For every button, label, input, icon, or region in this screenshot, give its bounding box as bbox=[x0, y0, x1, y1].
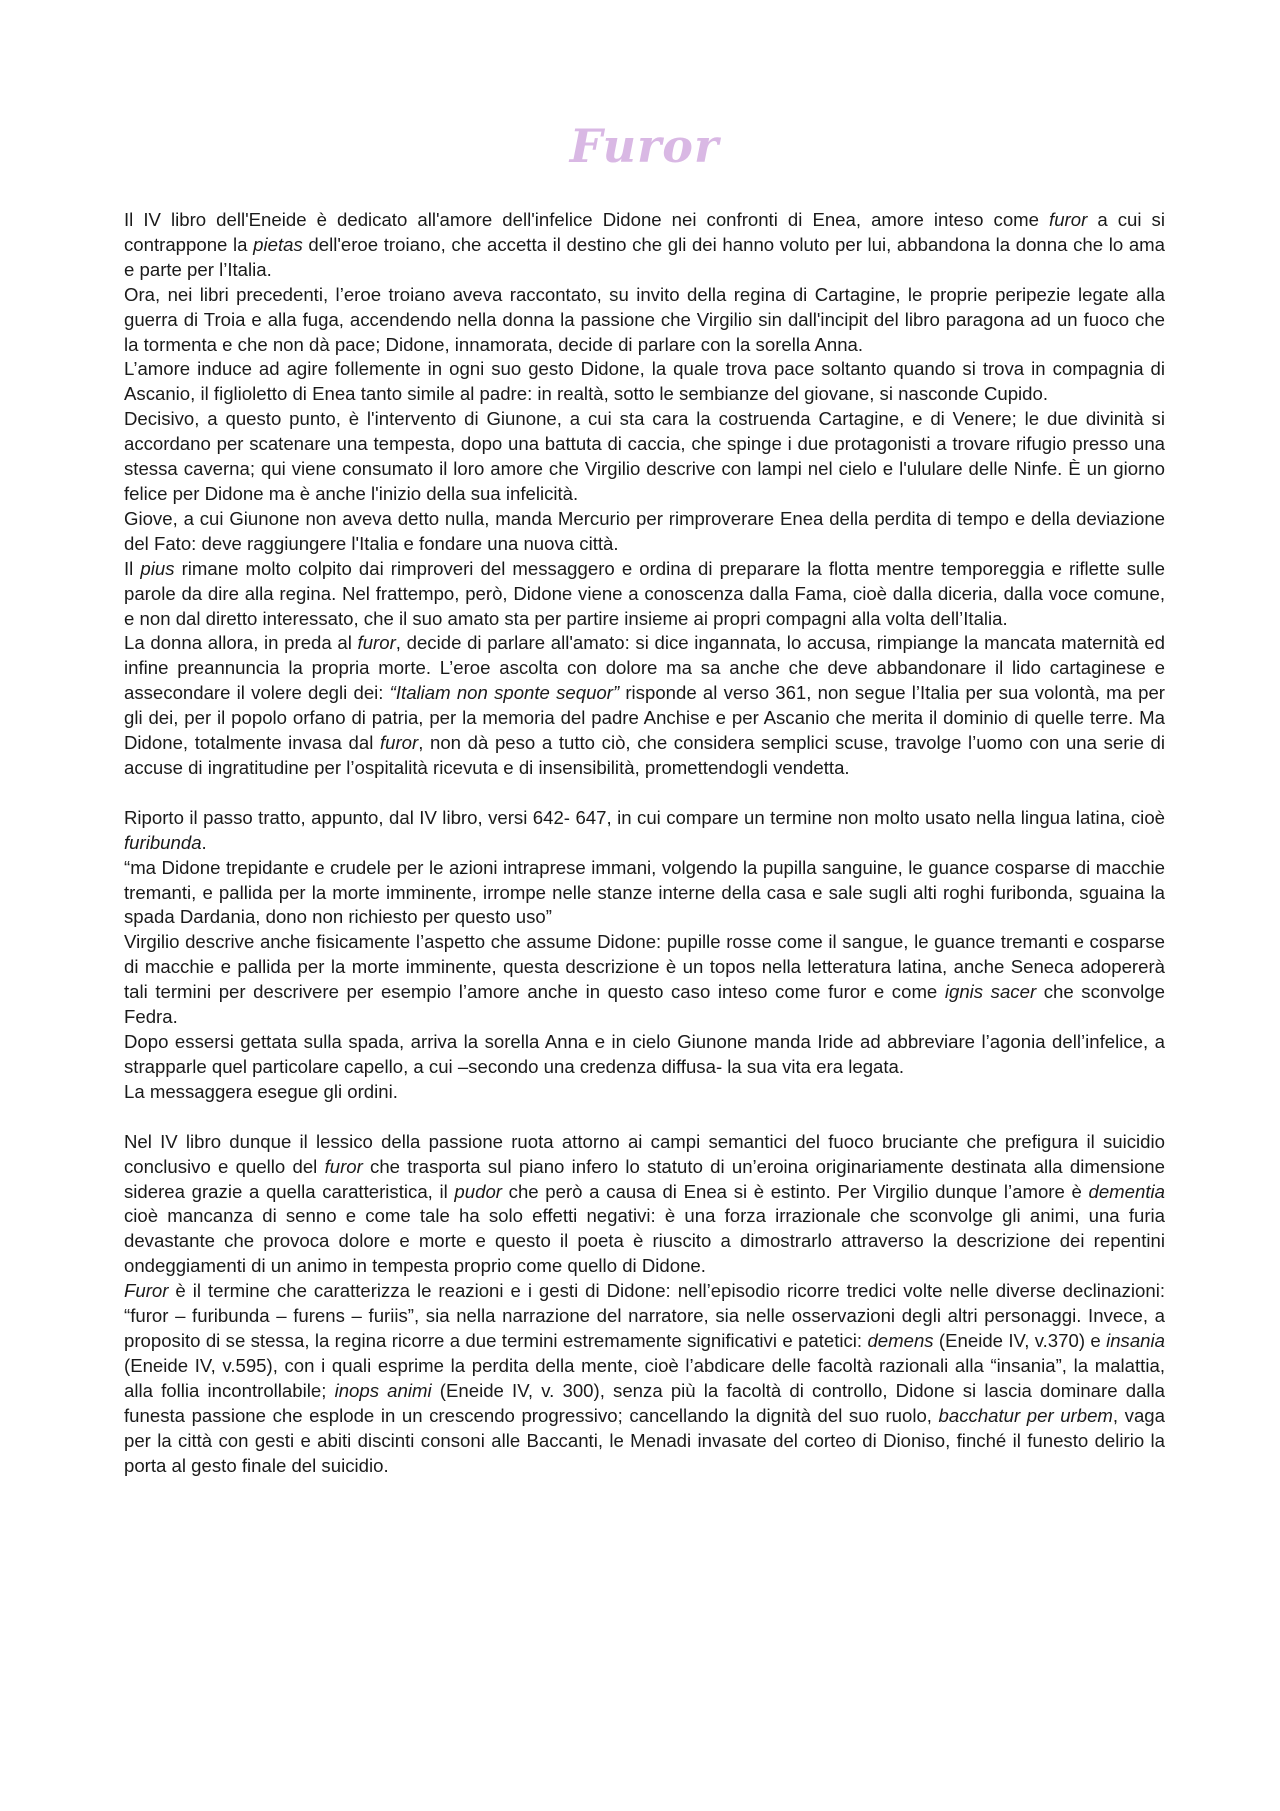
italic-term: demens bbox=[867, 1329, 934, 1351]
document-body bbox=[124, 208, 1165, 1478]
text-run: (Eneide IV, v. 300), senza più la facoltà di controllo, Didone si lascia dominare dalla funesta passione che esplode in un crescendo progressivo; cancellando la dignità del suo ruolo, bbox=[124, 1379, 1166, 1426]
text-run: a cui si contrappone la bbox=[124, 209, 1165, 255]
text-run: “ma Didone trepidante e crudele per le azioni intraprese immani, volgendo la pupilla sanguine, le guance cosparse di macchie tremanti, e pallida per la morte imminente, irrompe nelle stanze interne della casa e sale sugli alti roghi furibonda, sguaina la spada Dardania, dono non richiesto per questo uso” bbox=[124, 856, 1165, 928]
paragraph bbox=[124, 407, 1165, 507]
paragraph bbox=[124, 631, 1165, 780]
paragraph bbox=[124, 283, 1165, 358]
paragraph bbox=[124, 856, 1165, 931]
italic-term: pudor bbox=[454, 1180, 502, 1202]
text-run: che trasporta sul piano infero lo statuto di un’eroina originariamente destinata alla dimensione siderea grazie a quella caratteristica, il bbox=[124, 1155, 1165, 1202]
text-run: La messaggera esegue gli ordini. bbox=[124, 1080, 398, 1102]
text-run: , vaga per la città con gesti e abiti discinti consoni alle Baccanti, le Menadi invasate del corteo di Dioniso, finché il funesto delirio la porta al gesto finale del suicidio. bbox=[124, 1404, 1165, 1476]
page-title: Furor bbox=[569, 119, 720, 173]
text-run: La donna allora, in preda al bbox=[124, 632, 358, 654]
italic-term: pius bbox=[140, 557, 175, 579]
text-run: rimane molto colpito dai rimproveri del messaggero e ordina di preparare la flotta mentre temporeggia e riflette sulle parole da dire alla regina. Nel frattempo, però, Didone viene a conoscenza dalla Fama, cioè dalla diceria, dalla voce comune, e non dal diretto interessato, che il suo amato sta per partire insieme ai propri compagni alla volta dell’Italia. bbox=[124, 557, 1166, 629]
text-run: L’amore induce ad agire follemente in ogni suo gesto Didone, la quale trova pace soltanto quando si trova in compagnia di Ascanio, il figlioletto di Enea tanto simile al padre: in realtà, sotto le sembianze del giovane, si nasconde Cupido. bbox=[124, 358, 1165, 405]
italic-term: insania bbox=[1106, 1329, 1165, 1351]
text-run: Riporto il passo tratto, appunto, dal IV libro, versi 642- 647, in cui compare un termine non molto usato nella lingua latina, cioè bbox=[124, 806, 1165, 828]
text-run: Dopo essersi gettata sulla spada, arriva la sorella Anna e in cielo Giunone manda Iride ad abbreviare l’agonia dell’infelice, a strapparle quel particolare capello, a cui –secondo una credenza diffusa- la sua vita era legata. bbox=[124, 1031, 1165, 1077]
italic-term: furor bbox=[1049, 209, 1088, 230]
italic-term: ignis sacer bbox=[944, 981, 1037, 1003]
paragraph bbox=[124, 557, 1165, 632]
italic-term: furor bbox=[379, 732, 419, 754]
text-run: Decisivo, a questo punto, è l'intervento di Giunone, a cui sta cara la costruenda Cartagine, e di Venere; le due divinità si accordano per scatenare una tempesta, dopo una battuta di caccia, che spinge i due protagonisti a trovare rifugio presso una stessa caverna; qui viene consumato il loro amore che Virgilio descrive con lampi nel cielo e l'ululare delle Ninfe. È un giorno felice per Didone ma è anche l'inizio della sua infelicità. bbox=[124, 408, 1165, 504]
paragraph bbox=[124, 507, 1165, 557]
blank-line bbox=[124, 781, 1165, 806]
paragraph bbox=[124, 930, 1165, 1030]
blank-line bbox=[124, 1105, 1165, 1130]
text-run: Ora, nei libri precedenti, l’eroe troiano aveva raccontato, su invito della regina di Cartagine, le proprie peripezie legate alla guerra di Troia e alla fuga, accendendo nella donna la passione che Virgilio sin dall'incipit del libro paragona ad un fuoco che la tormenta e che non dà pace; Didone, innamorata, decide di parlare con la sorella Anna. bbox=[124, 283, 1165, 355]
paragraph bbox=[124, 357, 1165, 407]
text-run: Virgilio descrive anche fisicamente l’aspetto che assume Didone: pupille rosse come il sangue, le guance tremanti e cosparse di macchie e pallida per la morte imminente, questa descrizione è un topos nella letteratura latina, anche Seneca adopererà tali termini per descrivere per esempio l’amore anche in questo caso inteso come furor e come bbox=[124, 931, 1165, 1003]
italic-term: inops animi bbox=[334, 1379, 432, 1401]
text-run: Nel IV libro dunque il lessico della passione ruota attorno ai campi semantici del fuoco bruciante che prefigura il suicidio conclusivo e quello del bbox=[124, 1130, 1165, 1177]
text-run: è il termine che caratterizza le reazioni e i gesti di Didone: nell’episodio ricorre tredici volte nelle diverse declinazioni: “furor – furibunda – furens – furiis”, sia nella narrazione del narratore, sia nelle osservazioni degli altri personaggi. Invece, a proposito di se stessa, la regina ricorre a due termini estremamente significativi e patetici: bbox=[124, 1280, 1165, 1351]
italic-term: furor bbox=[324, 1155, 363, 1177]
italic-term: pietas bbox=[253, 233, 303, 255]
text-run: . bbox=[201, 831, 207, 853]
text-run: Il IV libro dell'Eneide è dedicato all'amore dell'infelice Didone nei confronti di Enea, amore inteso come bbox=[124, 209, 1050, 230]
italic-term: Furor bbox=[124, 1280, 169, 1302]
text-run: che sconvolge Fedra. bbox=[124, 981, 1165, 1028]
text-run: Giove, a cui Giunone non aveva detto nulla, manda Mercurio per rimproverare Enea della perdita di tempo e della deviazione del Fato: deve raggiungere l'Italia e fondare una nuova città. bbox=[124, 507, 1165, 554]
italic-term: bacchatur per urbem bbox=[938, 1404, 1113, 1426]
document-page bbox=[124, 0, 1165, 1811]
text-run: (Eneide IV, v.595), con i quali esprime la perdita della mente, cioè l’abdicare delle facoltà razionali alla “insania”, la malattia, alla follia incontrollabile; bbox=[124, 1354, 1165, 1401]
italic-term: furor bbox=[357, 632, 396, 654]
text-run: che però a causa di Enea si è estinto. Per Virgilio dunque l’amore è bbox=[501, 1180, 1089, 1202]
italic-term: “Italiam non sponte sequor” bbox=[389, 682, 620, 704]
paragraph bbox=[124, 806, 1165, 856]
paragraph bbox=[124, 1130, 1165, 1279]
text-run: cioè mancanza di senno e come tale ha solo effetti negativi: è una forza irrazionale che sconvolge gli animi, una furia devastante che provoca dolore e morte e questo il poeta è riuscito a dimostrarlo attraverso la descrizione dei repentini ondeggiamenti di un animo in tempesta proprio come quello di Didone. bbox=[124, 1205, 1165, 1277]
paragraph bbox=[124, 1030, 1165, 1080]
text-run: , decide di parlare all'amato: si dice ingannata, lo accusa, rimpiange la mancata maternità ed infine preannuncia la propria morte. L’eroe ascolta con dolore ma sa anche che deve abbandonare il lido cartaginese e assecondare il volere degli dei: bbox=[124, 632, 1165, 704]
paragraph bbox=[124, 208, 1165, 283]
text-run: (Eneide IV, v.370) e bbox=[933, 1329, 1107, 1351]
text-run: dell'eroe troiano, che accetta il destino che gli dei hanno voluto per lui, abbandona la donna che lo ama e parte per l’Italia. bbox=[124, 233, 1165, 280]
italic-term: furibunda bbox=[124, 831, 202, 853]
text-run: Il bbox=[124, 557, 141, 579]
text-run: , non dà peso a tutto ciò, che considera semplici scuse, travolge l’uomo con una serie di accuse di ingratitudine per l’ospitalità ricevuta e di insensibilità, promettendogli vendetta. bbox=[124, 732, 1165, 778]
paragraph bbox=[124, 1080, 1165, 1105]
italic-term: dementia bbox=[1088, 1180, 1165, 1202]
paragraph bbox=[124, 1279, 1165, 1478]
text-run: risponde al verso 361, non segue l’Italia per sua volontà, ma per gli dei, per il popolo orfano di patria, per la memoria del padre Anchise e per Ascanio che merita il dominio di quelle terre. Ma Didone, totalmente invasa dal bbox=[124, 682, 1165, 754]
